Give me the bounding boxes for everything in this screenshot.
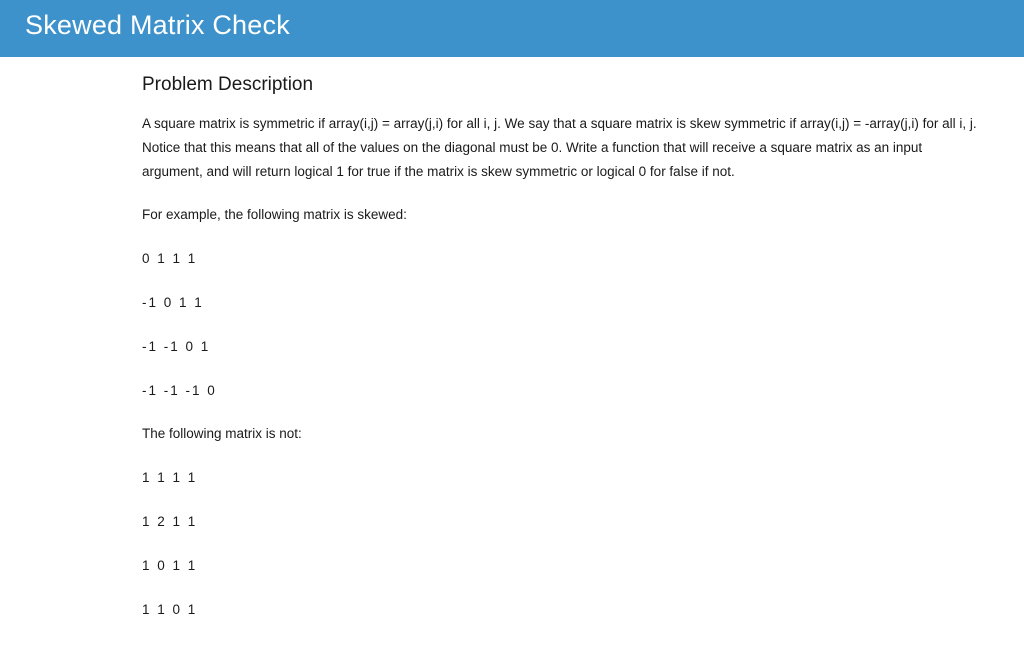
counter-example-intro-text: The following matrix is not: xyxy=(142,426,302,441)
non-skewed-matrix-row: 1 1 1 1 xyxy=(142,470,198,485)
non-skewed-matrix-row: 1 0 1 1 xyxy=(142,558,198,573)
skewed-matrix-row: -1 -1 0 1 xyxy=(142,339,211,354)
problem-description-heading: Problem Description xyxy=(142,74,314,95)
app-header xyxy=(0,0,1024,57)
problem-content xyxy=(142,72,982,617)
non-skewed-matrix-row: 1 1 0 1 xyxy=(142,602,198,617)
skewed-matrix-row: 0 1 1 1 xyxy=(142,251,198,266)
page-title: Skewed Matrix Check xyxy=(25,10,290,40)
skewed-matrix-row: -1 0 1 1 xyxy=(142,295,204,310)
skewed-matrix-row: -1 -1 -1 0 xyxy=(142,383,217,398)
non-skewed-matrix-row: 1 2 1 1 xyxy=(142,514,198,529)
problem-description-text: A square matrix is symmetric if array(i,j) = array(j,i) for all i, j. We say that a square matrix is skew symmetric if array(i,j) = -array(j,i) for all i, j. Notice that this means that all of the values on the diagonal must be 0. Write a function that will receive a square matrix as an input argument, and will return logical 1 for true if the matrix is skew symmetric or logical 0 for false if not. xyxy=(142,116,977,179)
example-intro-text: For example, the following matrix is skewed: xyxy=(142,207,407,222)
